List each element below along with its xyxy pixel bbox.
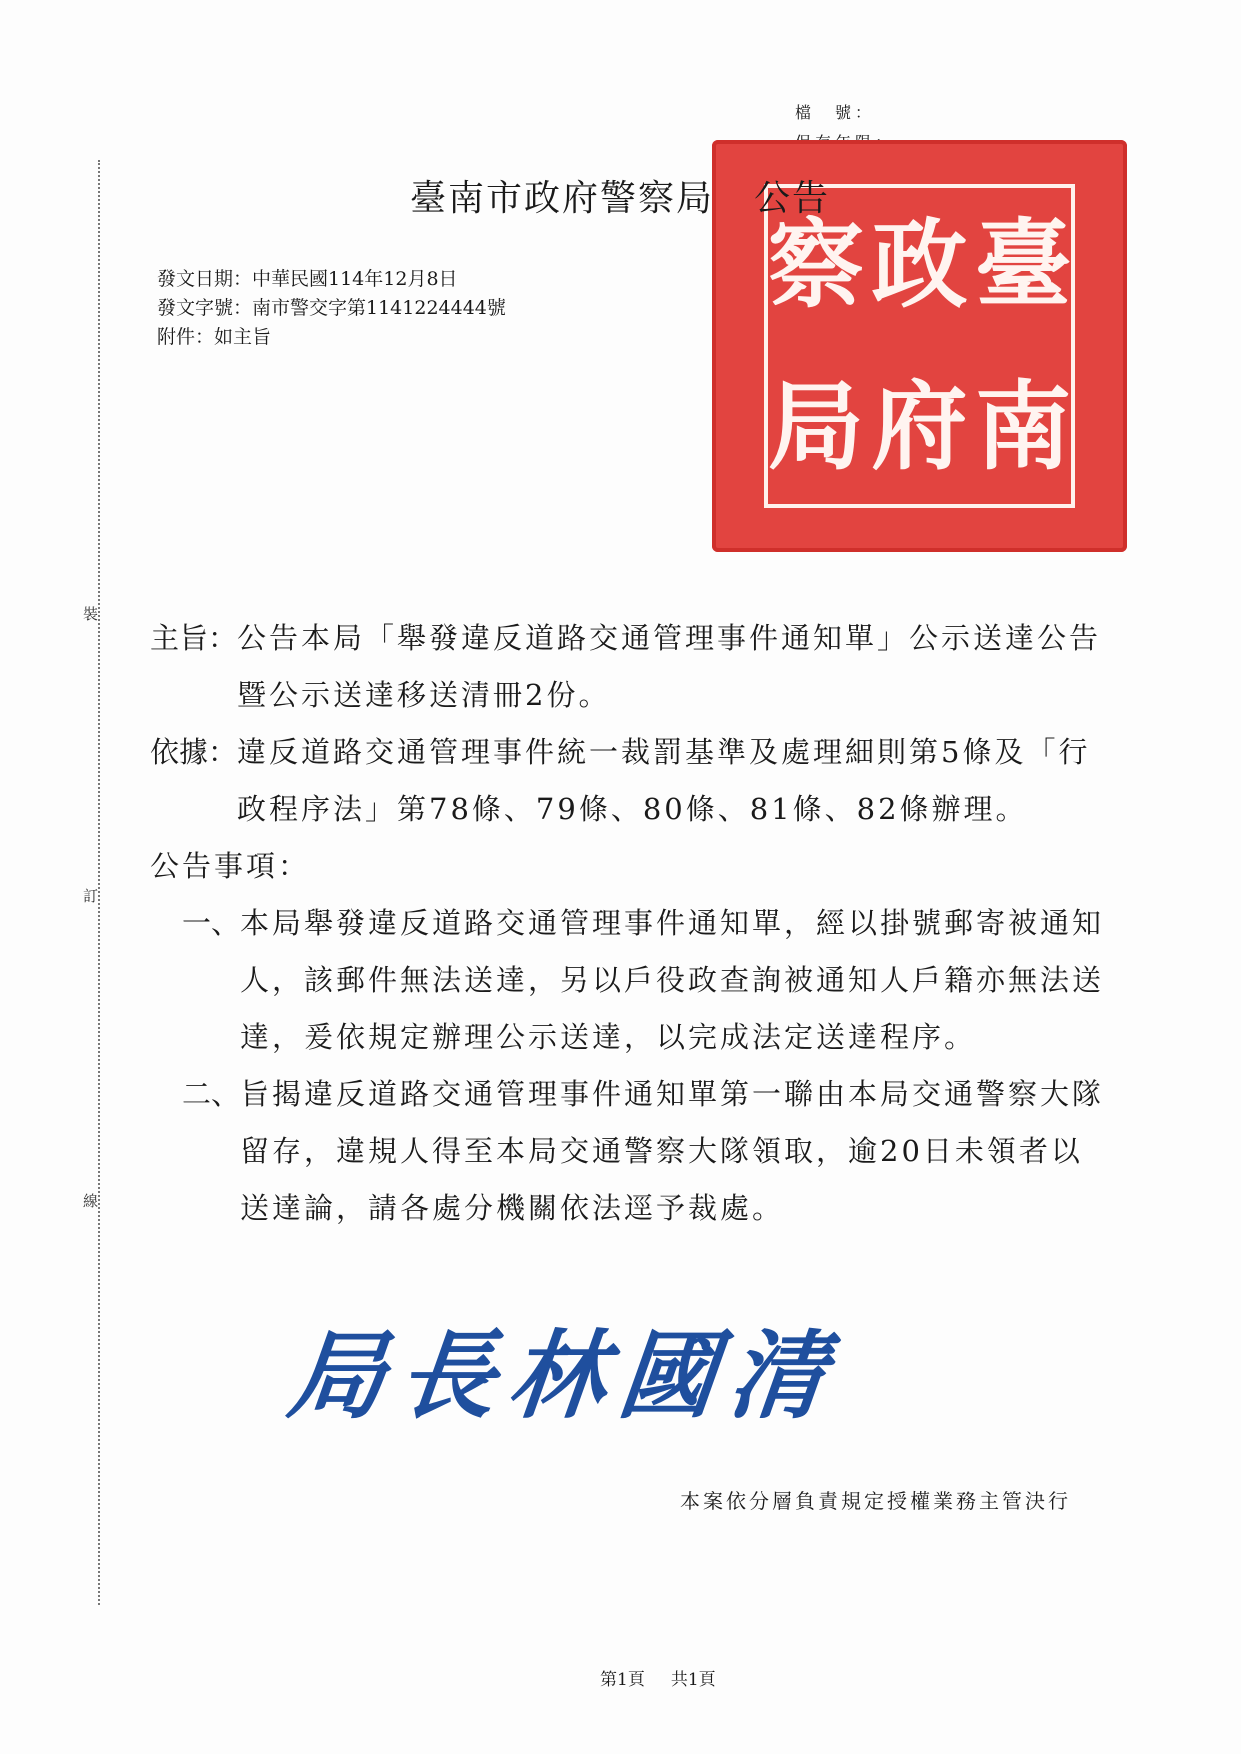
basis-text: 違反道路交通管理事件統一裁罰基準及處理細則第5條及「行政程序法」第78條、79條、80條、81條、82條辦理。 <box>237 735 1091 826</box>
seal-char: 察 <box>767 209 864 321</box>
seal-char: 政 <box>871 209 968 321</box>
notice-number: 二、 <box>182 1077 241 1111</box>
binding-mark-zhuang: 裝 <box>83 605 99 623</box>
subject-label: 主旨： <box>150 621 238 655</box>
document-type: 公告 <box>754 178 831 219</box>
notices-heading: 公告事項： <box>150 849 311 883</box>
seal-char: 局 <box>767 371 864 483</box>
notice-text: 本局舉發違反道路交通管理事件通知單，經以掛號郵寄被通知人，該郵件無法送達，另以戶役政查詢被通知人戶籍亦無法送達，爰依規定辦理公示送達，以完成法定送達程序。 <box>240 906 1105 1054</box>
total-pages: 共1頁 <box>670 1670 716 1690</box>
issue-info <box>157 265 506 352</box>
notice-text: 旨揭違反道路交通管理事件通知單第一聯由本局交通警察大隊留存，違規人得至本局交通警察大隊領取，逾20日未領者以送達論，請各處分機關依法逕予裁處。 <box>240 1077 1105 1225</box>
document-body <box>150 610 1110 1237</box>
notice-item <box>182 1066 1110 1237</box>
current-page: 第1頁 <box>600 1670 645 1690</box>
director-signature-stamp: 局長林國清 <box>283 1319 846 1432</box>
seal-char: 南 <box>975 371 1072 483</box>
issue-date: 發文日期：中華民國114年12月8日 <box>157 268 458 290</box>
seal-char: 臺 <box>975 209 1072 321</box>
notice-item <box>182 895 1110 1066</box>
basis-paragraph <box>150 724 1110 838</box>
seal-characters <box>764 184 1075 508</box>
pagination <box>600 1665 716 1690</box>
file-number-label: 檔 號： <box>795 103 876 122</box>
binding-mark-xian: 線 <box>83 1192 99 1210</box>
seal-char: 府 <box>871 371 968 483</box>
binding-line <box>98 160 100 1605</box>
attachment: 附件：如主旨 <box>157 326 272 348</box>
delegation-note: 本案依分層負責規定授權業務主管決行 <box>680 1489 1071 1513</box>
subject-text: 公告本局「舉發違反道路交通管理事件通知單」公示送達公告暨公示送達移送清冊2份。 <box>237 621 1102 712</box>
document-title <box>410 170 830 221</box>
reference-number: 發文字號：南市警交字第1141224444號 <box>157 297 506 319</box>
subject-paragraph <box>150 610 1110 724</box>
agency-name: 臺南市政府警察局 <box>410 178 715 219</box>
notice-number: 一、 <box>182 906 241 940</box>
binding-mark-ding: 訂 <box>83 887 99 905</box>
basis-label: 依據： <box>150 735 238 769</box>
